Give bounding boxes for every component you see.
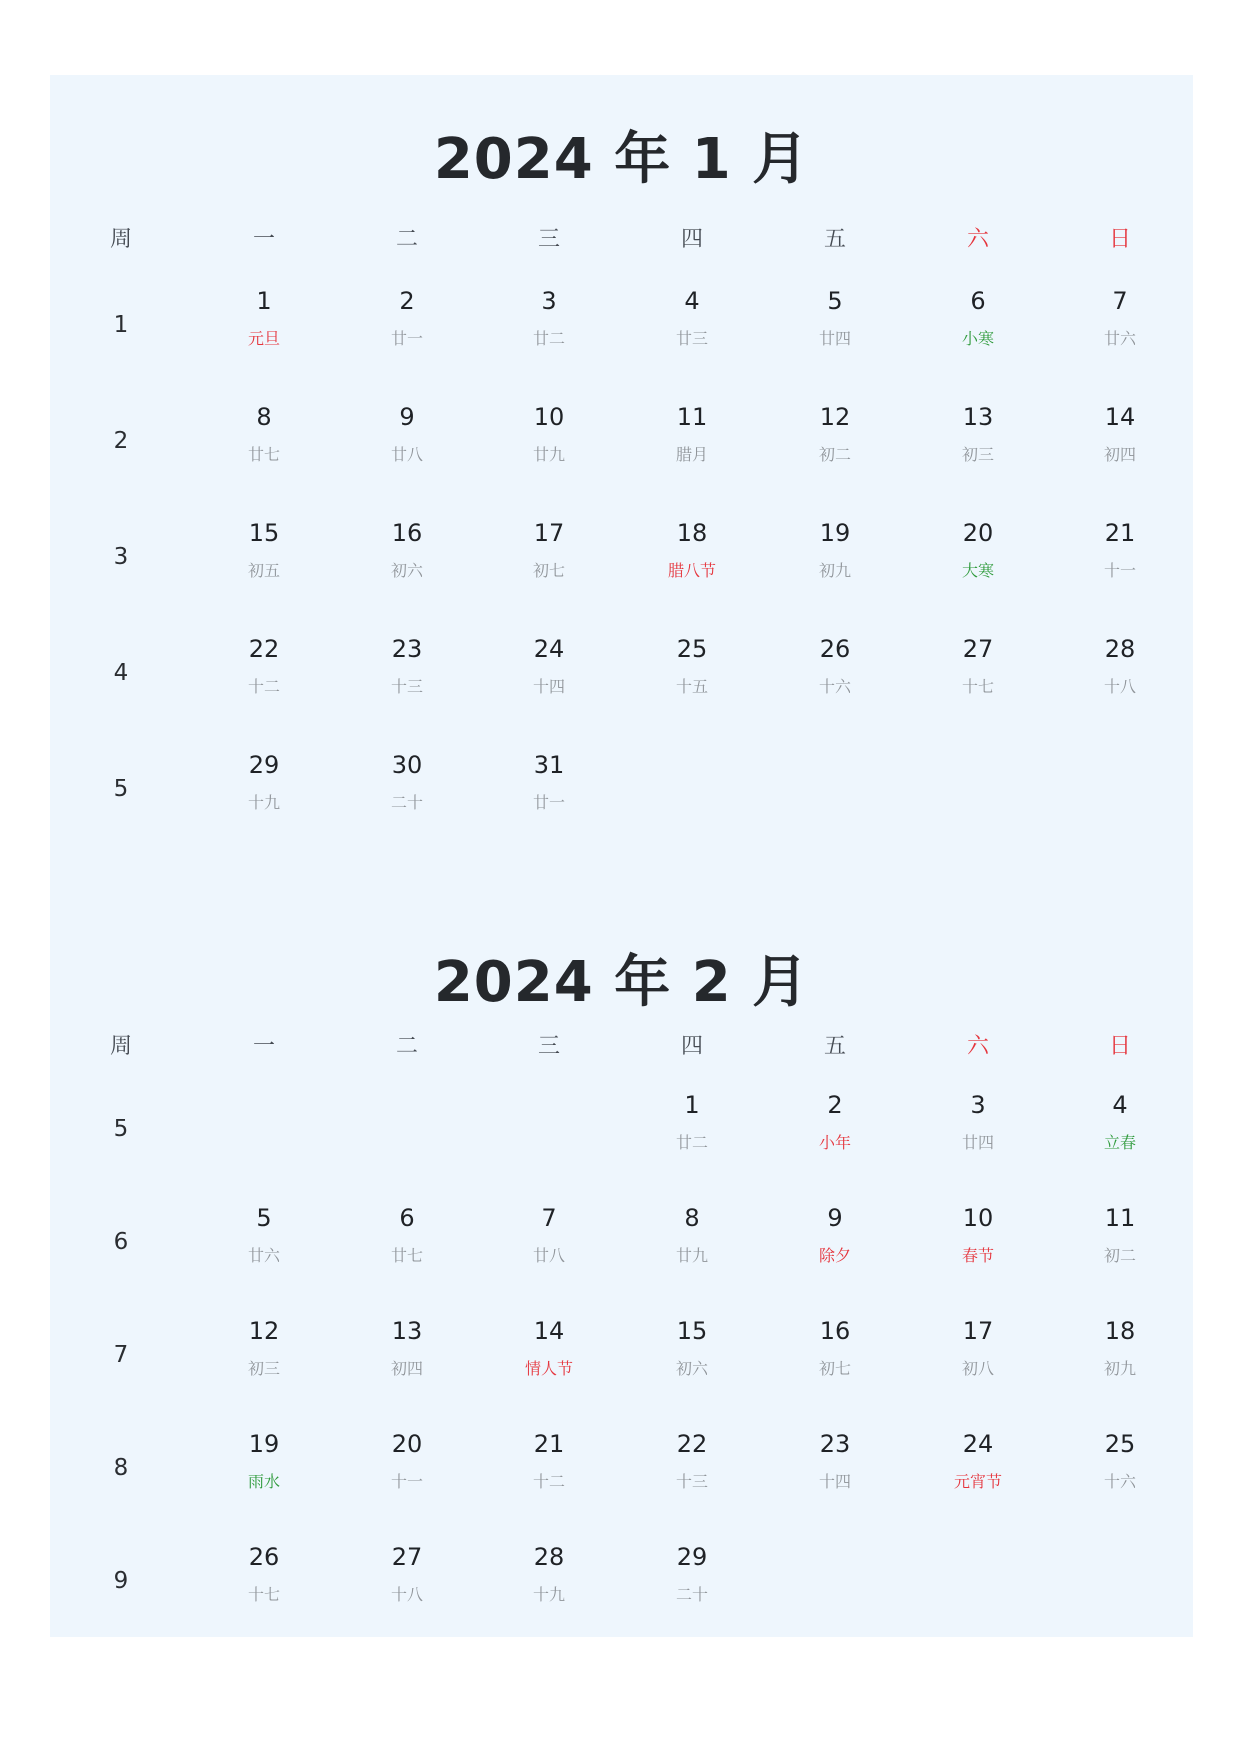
day-cell[interactable] [775,1089,895,1153]
week-number: 8 [113,1455,129,1481]
lunar-date-label: 初九 [1103,1359,1136,1378]
day-cell[interactable] [918,1089,1038,1153]
day-cell[interactable] [347,1541,467,1605]
day-number: 11 [676,403,708,431]
day-cell[interactable] [632,285,752,349]
day-number: 24 [962,1430,994,1458]
day-number: 15 [248,519,280,547]
lunar-date-label: 初六 [390,561,423,580]
week-number: 1 [113,312,129,338]
day-cell[interactable] [1060,1428,1180,1492]
day-number: 10 [962,1204,994,1232]
day-number: 7 [1112,287,1128,315]
day-number: 23 [819,1430,851,1458]
day-number: 4 [684,287,700,315]
day-cell[interactable] [775,1428,895,1492]
lunar-date-label: 十六 [1103,1472,1136,1491]
holiday-label: 元旦 [247,329,280,348]
day-number: 17 [962,1317,994,1345]
lunar-date-label: 廿九 [532,445,565,464]
weekday-header: 六 [966,1034,989,1059]
day-cell[interactable] [632,1541,752,1605]
day-cell[interactable] [1060,401,1180,465]
lunar-date-label: 二十 [390,793,423,812]
lunar-date-label: 十一 [390,1472,423,1491]
lunar-date-label: 初二 [818,445,851,464]
day-cell[interactable] [918,401,1038,465]
day-number: 8 [684,1204,700,1232]
lunar-date-label: 廿八 [532,1246,565,1265]
lunar-date-label: 初三 [961,445,994,464]
weekday-header: 二 [395,1034,418,1059]
day-cell[interactable] [632,401,752,465]
weekday-header: 三 [537,227,560,252]
day-cell[interactable] [632,1428,752,1492]
lunar-date-label: 十六 [818,677,851,696]
day-cell[interactable] [775,1315,895,1379]
day-number: 6 [970,287,986,315]
lunar-date-label: 初五 [247,561,280,580]
day-number: 22 [676,1430,708,1458]
lunar-date-label: 十五 [675,677,708,696]
lunar-date-label: 十一 [1103,561,1136,580]
lunar-date-label: 廿七 [247,445,280,464]
day-number: 20 [391,1430,423,1458]
lunar-date-label: 廿六 [1103,329,1136,348]
lunar-date-label: 廿三 [675,329,708,348]
day-number: 12 [819,403,851,431]
weekday-header: 四 [680,227,703,252]
day-cell[interactable] [918,517,1038,581]
weekday-header: 三 [537,1034,560,1059]
day-cell[interactable] [204,1202,324,1266]
day-number: 18 [676,519,708,547]
day-number: 1 [256,287,272,315]
day-number: 21 [533,1430,565,1458]
weekday-header: 二 [395,227,418,252]
lunar-date-label: 廿九 [675,1246,708,1265]
week-number: 4 [113,660,129,686]
lunar-date-label: 十七 [247,1585,280,1604]
lunar-date-label: 廿四 [818,329,851,348]
day-cell[interactable] [489,517,609,581]
month-title: 2024 年 1 月 [433,127,810,192]
day-number: 5 [827,287,843,315]
lunar-date-label: 十八 [1103,677,1136,696]
day-cell[interactable] [347,517,467,581]
month-calendar-january [50,75,1193,905]
day-cell[interactable] [489,1315,609,1379]
lunar-date-label: 廿一 [532,793,565,812]
day-number: 19 [248,1430,280,1458]
lunar-date-label: 十九 [532,1585,565,1604]
day-number: 22 [248,635,280,663]
day-number: 18 [1104,1317,1136,1345]
week-number: 9 [113,1568,129,1594]
holiday-label: 腊八节 [667,561,716,580]
lunar-date-label: 廿一 [390,329,423,348]
day-cell[interactable] [204,749,324,813]
weekday-header: 日 [1108,1034,1131,1059]
day-number: 2 [827,1091,843,1119]
day-cell[interactable] [204,401,324,465]
lunar-date-label: 初六 [675,1359,708,1378]
day-cell[interactable] [775,1202,895,1266]
day-number: 6 [399,1204,415,1232]
solar-term-label: 小寒 [961,329,994,348]
day-number: 16 [819,1317,851,1345]
day-number: 13 [962,403,994,431]
holiday-label: 情人节 [524,1359,573,1378]
lunar-date-label: 廿七 [390,1246,423,1265]
day-number: 25 [676,635,708,663]
lunar-date-label: 十四 [818,1472,851,1491]
day-number: 27 [391,1543,423,1571]
lunar-date-label: 廿二 [675,1133,708,1152]
day-number: 1 [684,1091,700,1119]
day-cell[interactable] [489,633,609,697]
lunar-date-label: 初四 [390,1359,423,1378]
day-number: 2 [399,287,415,315]
day-number: 4 [1112,1091,1128,1119]
lunar-date-label: 十二 [532,1472,565,1491]
day-cell[interactable] [918,1202,1038,1266]
solar-term-label: 立春 [1103,1133,1136,1152]
week-number: 7 [113,1342,129,1368]
day-number: 8 [256,403,272,431]
lunar-date-label: 廿二 [532,329,565,348]
lunar-date-label: 廿八 [390,445,423,464]
day-cell[interactable] [1060,633,1180,697]
day-cell[interactable] [347,633,467,697]
day-cell[interactable] [204,285,324,349]
day-number: 28 [533,1543,565,1571]
day-number: 5 [256,1204,272,1232]
day-number: 16 [391,519,423,547]
day-number: 20 [962,519,994,547]
weekday-header: 五 [823,1034,846,1059]
holiday-label: 春节 [961,1246,994,1265]
day-number: 24 [533,635,565,663]
lunar-date-label: 初二 [1103,1246,1136,1265]
day-cell[interactable] [775,517,895,581]
day-number: 23 [391,635,423,663]
day-cell[interactable] [632,1089,752,1153]
day-number: 10 [533,403,565,431]
day-cell[interactable] [775,633,895,697]
day-cell[interactable] [775,285,895,349]
solar-term-label: 大寒 [961,561,994,580]
lunar-date-label: 初七 [532,561,565,580]
day-cell[interactable] [489,401,609,465]
day-number: 15 [676,1317,708,1345]
lunar-date-label: 十三 [675,1472,708,1491]
lunar-date-label: 初四 [1103,445,1136,464]
day-number: 13 [391,1317,423,1345]
week-column-header: 周 [109,1034,132,1059]
day-cell[interactable] [918,1315,1038,1379]
day-cell[interactable] [1060,517,1180,581]
day-cell[interactable] [1060,285,1180,349]
day-cell[interactable] [632,1315,752,1379]
day-number: 3 [970,1091,986,1119]
day-number: 17 [533,519,565,547]
day-cell[interactable] [918,633,1038,697]
weekday-header: 日 [1108,227,1131,252]
lunar-date-label: 十七 [961,677,994,696]
day-cell[interactable] [204,1428,324,1492]
day-number: 31 [533,751,565,779]
weekday-header: 一 [252,227,275,252]
day-number: 14 [1104,403,1136,431]
day-cell[interactable] [775,401,895,465]
day-cell[interactable] [918,285,1038,349]
month-title: 2024 年 2 月 [433,950,810,1015]
day-cell[interactable] [204,1541,324,1605]
day-cell[interactable] [347,1315,467,1379]
day-cell[interactable] [918,1428,1038,1492]
day-cell[interactable] [1060,1202,1180,1266]
week-number: 5 [113,776,129,802]
day-number: 29 [248,751,280,779]
lunar-date-label: 十八 [390,1585,423,1604]
week-number: 5 [113,1116,129,1142]
day-cell[interactable] [347,749,467,813]
lunar-date-label: 二十 [675,1585,708,1604]
lunar-date-label: 初八 [961,1359,994,1378]
day-number: 25 [1104,1430,1136,1458]
lunar-date-label: 廿六 [247,1246,280,1265]
lunar-date-label: 廿四 [961,1133,994,1152]
week-number: 2 [113,428,129,454]
lunar-date-label: 十四 [532,677,565,696]
day-cell[interactable] [204,517,324,581]
day-number: 21 [1104,519,1136,547]
day-number: 19 [819,519,851,547]
day-cell[interactable] [489,1541,609,1605]
lunar-date-label: 初九 [818,561,851,580]
solar-term-label: 雨水 [247,1472,280,1491]
day-cell[interactable] [1060,1315,1180,1379]
day-cell[interactable] [204,1315,324,1379]
day-number: 9 [399,403,415,431]
day-cell[interactable] [489,1428,609,1492]
week-number: 3 [113,544,129,570]
day-cell[interactable] [347,1428,467,1492]
month-calendar-february [50,905,1193,1637]
lunar-date-label: 十九 [247,793,280,812]
weekday-header: 六 [966,227,989,252]
day-number: 26 [248,1543,280,1571]
day-number: 9 [827,1204,843,1232]
week-column-header: 周 [109,227,132,252]
holiday-label: 除夕 [818,1246,851,1265]
week-number: 6 [113,1229,129,1255]
day-number: 26 [819,635,851,663]
day-cell[interactable] [632,517,752,581]
day-number: 30 [391,751,423,779]
day-number: 11 [1104,1204,1136,1232]
day-cell[interactable] [632,1202,752,1266]
day-cell[interactable] [204,633,324,697]
weekday-header: 四 [680,1034,703,1059]
day-cell[interactable] [347,401,467,465]
lunar-date-label: 十二 [247,677,280,696]
weekday-header: 五 [823,227,846,252]
weekday-header: 一 [252,1034,275,1059]
lunar-date-label: 十三 [390,677,423,696]
day-number: 29 [676,1543,708,1571]
lunar-date-label: 腊月 [675,445,708,464]
day-cell[interactable] [489,749,609,813]
day-cell[interactable] [489,285,609,349]
day-cell[interactable] [1060,1089,1180,1153]
holiday-label: 小年 [818,1133,851,1152]
day-number: 14 [533,1317,565,1345]
lunar-date-label: 初七 [818,1359,851,1378]
day-number: 27 [962,635,994,663]
day-cell[interactable] [347,285,467,349]
holiday-label: 元宵节 [953,1472,1002,1491]
day-cell[interactable] [489,1202,609,1266]
day-cell[interactable] [347,1202,467,1266]
day-number: 7 [541,1204,557,1232]
day-number: 12 [248,1317,280,1345]
day-number: 28 [1104,635,1136,663]
lunar-date-label: 初三 [247,1359,280,1378]
day-cell[interactable] [632,633,752,697]
day-number: 3 [541,287,557,315]
